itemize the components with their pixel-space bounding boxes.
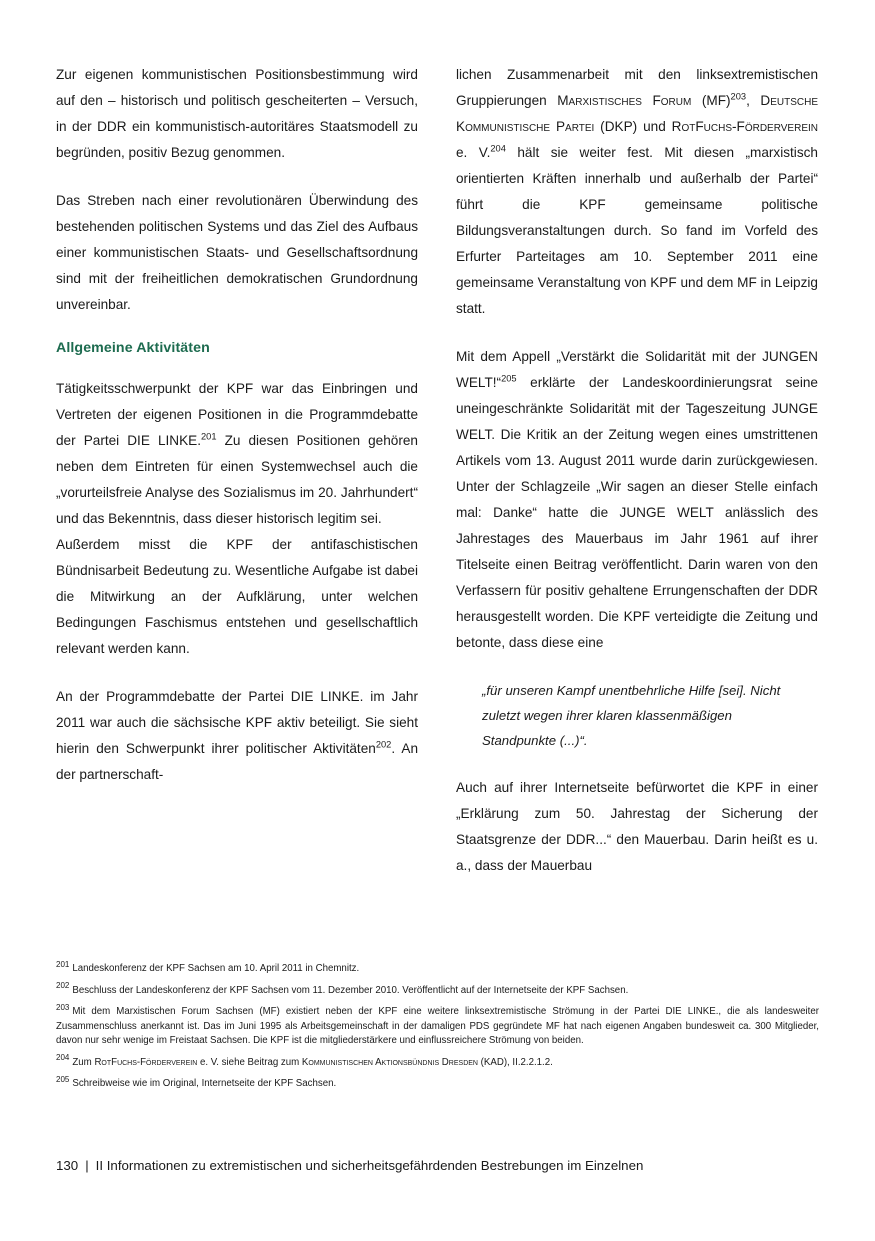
organization-name: Deutsche Kommunistische Partei xyxy=(456,93,818,134)
footnote-number: 202 xyxy=(56,981,70,991)
paragraph-text: An der Programmdebatte der Partei DIE LINKE. im Jahr 2011 war auch die sächsische KPF aktiv beteiligt. Sie sieht hierin den Schwerpunkt ihrer politischer Aktivitäten xyxy=(56,689,418,756)
page-number: 130 xyxy=(56,1158,79,1173)
organization-name: RotFuchs-Förderverein xyxy=(94,1056,198,1068)
footnote xyxy=(56,959,819,977)
page-footer xyxy=(56,1158,819,1173)
footnote-text: Beschluss der Landeskonferenz der KPF Sachsen vom 11. Dezember 2010. Veröffentlicht auf der Internetseite der KPF Sachsen. xyxy=(72,984,629,996)
paragraph-text: Zu diesen Positionen gehören neben dem Eintreten für einen Systemwechsel auch die „vorurteilsfreie Analyse des Sozialismus im 20. Jahrhundert“ und das Bekenntnis, dass dieser historisch legitim sei. xyxy=(56,433,418,526)
paragraph-text: hält sie weiter fest. Mit diesen „marxistisch orientierten Kräften innerhalb und außerhalb der Partei“ führt die KPF gemeinsame politische Bildungsveranstaltungen durch. So fand im Vorfeld des Erfurter Parteitages am 10. September 2011 eine gemeinsame Veranstaltung von KPF und dem MF in Leipzig statt. xyxy=(456,145,818,316)
paragraph xyxy=(56,376,418,532)
paragraph: Auch auf ihrer Internetseite befürwortet die KPF in einer „Erklärung zum 50. Jahrestag der Sicherung der Staatsgrenze der DDR...“ den Mauerbau. Darin heißt es u. a., dass der Mauerbau xyxy=(456,780,818,873)
footnote-ref: 204 xyxy=(490,143,506,154)
paragraph-text: (MF) xyxy=(691,93,731,108)
block-quote: „für unseren Kampf unentbehrliche Hilfe [sei]. Nicht zuletzt wegen ihrer klaren klassenmäßigen Standpunkte (...)“. xyxy=(482,683,781,748)
footnote xyxy=(56,1002,819,1049)
paragraph-text: erklärte der Landeskoordinierungsrat seine uneingeschränkte Solidarität mit der Tageszeitung JUNGE WELT. Die Kritik an der Zeitung wegen eines umstrittenen Artikels vom 13. August 2011 wurde darin zurückgewiesen. Unter der Schlagzeile „Wir sagen an dieser Stelle einfach mal: Danke“ hatte die JUNGE WELT anlässlich des Jahrestages des Mauerbaus im Jahr 1961 auf ihrer Titelseite einen Beitrag veröffentlicht. Darin waren von den Verfassern für positiv gehaltene Errungenschaften der DDR herausgestellt worden. Die KPF verteidigte die Zeitung und betonte, dass diese eine xyxy=(456,375,818,650)
footnote xyxy=(56,1053,819,1071)
left-column xyxy=(56,62,418,879)
footnote-number: 201 xyxy=(56,959,70,969)
footnote-number: 203 xyxy=(56,1002,70,1012)
footnotes-area xyxy=(56,959,819,1099)
footnote-text: Schreibweise wie im Original, Internetseite der KPF Sachsen. xyxy=(72,1078,337,1089)
paragraph-text: Tätigkeitsschwerpunkt der KPF war das Einbringen und Vertreten der eigenen Positionen in die Programmdebatte der Partei DIE LINKE. xyxy=(56,381,418,448)
organization-name: RotFuchs-Förderverein xyxy=(671,119,818,134)
footnote-text: Landeskonferenz der KPF Sachsen am 10. April 2011 in Chemnitz. xyxy=(72,963,360,974)
footer-separator: | xyxy=(85,1158,89,1173)
footnote-ref: 203 xyxy=(730,91,747,102)
footnote-ref: 201 xyxy=(201,431,217,442)
footnote xyxy=(56,981,819,999)
paragraph: Außerdem misst die KPF der antifaschistischen Bündnisarbeit Bedeutung zu. Wesentliche Aufgabe ist dabei die Mitwirkung an der Aufklärung, unter welchen Bedingungen Faschismus entstehen und gesellschaftlich relevant werden kann. xyxy=(56,537,418,656)
paragraph xyxy=(56,684,418,788)
footnote-number: 205 xyxy=(56,1074,70,1084)
chapter-title: II Informationen zu extremistischen und sicherheitsgefährdenden Bestrebungen im Einzelnen xyxy=(95,1158,644,1173)
right-column xyxy=(456,62,818,879)
organization-name: Kommunistischen Aktionsbündnis Dresden xyxy=(301,1056,478,1068)
section-heading: Allgemeine Aktivitäten xyxy=(56,340,210,356)
footnote-number: 204 xyxy=(56,1053,70,1063)
paragraph xyxy=(456,62,818,322)
footnote-ref: 205 xyxy=(501,373,517,384)
footnote-text: Mit dem Marxistischen Forum Sachsen (MF) existiert neben der KPF eine weitere linksextremistische Strömung in der Partei DIE LINKE., die als landesweiter Zusammenschluss anerkannt ist. Das im Juni 1995 als Arbeitsgemeinschaft in der damaligen PDS gegründete MF hat nach eigenen Angaben bundesweit ca. 300 Mitglieder, davon nur sehr wenige im Freistaat Sachsen. Die KPF ist die mitgliederstärkere und einflussreichere Strömung von beiden. xyxy=(56,1006,819,1046)
footnote xyxy=(56,1074,819,1092)
paragraph-text: Mit dem Appell „Verstärkt die Solidarität mit der JUNGEN WELT!“ xyxy=(456,349,818,390)
organization-name: Marxistisches Forum xyxy=(557,93,692,108)
paragraph-text: e. V. xyxy=(456,145,491,160)
paragraph: Das Streben nach einer revolutionären Überwindung des bestehenden politischen Systems und das Ziel des Aufbaus einer kommunistischen Staats- und Gesellschaftsordnung sind mit der freiheitlichen demokratischen Grundordnung unvereinbar. xyxy=(56,193,418,312)
paragraph: Zur eigenen kommunistischen Positionsbestimmung wird auf den – historisch und politisch gescheiterten – Versuch, in der DDR ein kommunistisch-autoritäres Staatsmodell zu begründen, positiv Bezug genommen. xyxy=(56,67,418,160)
footnote-text: (KAD), II.2.2.1.2. xyxy=(477,1056,553,1068)
two-column-body xyxy=(56,62,819,879)
footnote-text: Zum xyxy=(72,1056,95,1068)
paragraph-text: . An der partnerschaft- xyxy=(56,741,419,782)
paragraph-text: lichen Zusammenarbeit mit den linksextremistischen Gruppierungen xyxy=(456,67,818,108)
footnote-ref: 202 xyxy=(375,739,392,750)
paragraph-text: , xyxy=(746,93,761,108)
paragraph xyxy=(456,344,818,656)
footnote-text: e. V. siehe Beitrag zum xyxy=(197,1056,302,1068)
paragraph-text: (DKP) und xyxy=(594,119,672,134)
